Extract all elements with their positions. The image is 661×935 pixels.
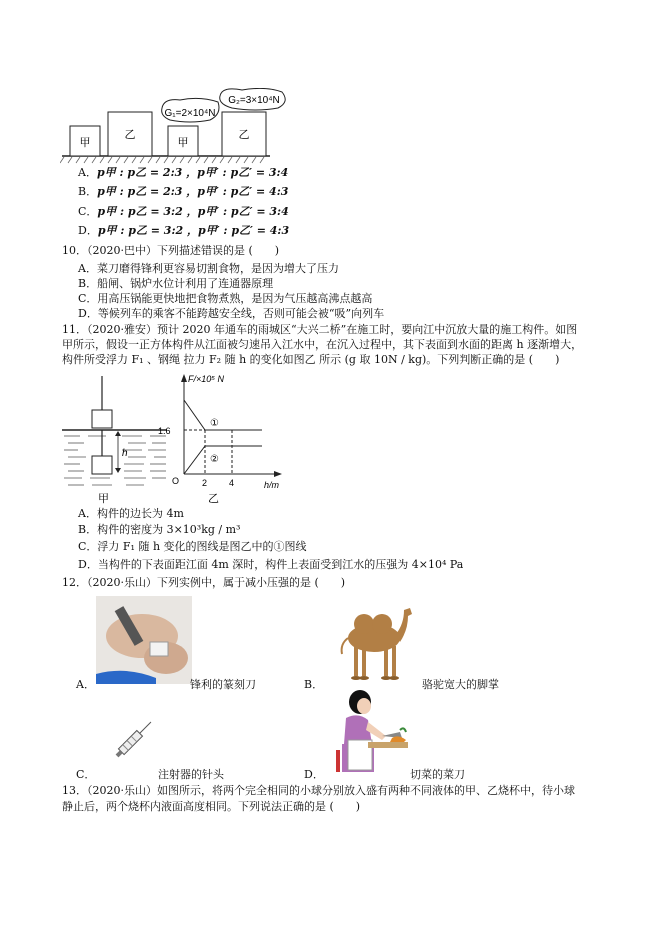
svg-text:G₁=2×10⁴N: G₁=2×10⁴N xyxy=(164,108,216,119)
q12-option-d-letter[interactable]: D． xyxy=(304,768,324,781)
svg-text:乙: 乙 xyxy=(208,493,219,505)
svg-text:F/×10⁵ N: F/×10⁵ N xyxy=(188,374,225,384)
q10-option-b[interactable]: B．船闸、锅炉水位计利用了连通器原理 xyxy=(78,277,274,290)
svg-text:甲: 甲 xyxy=(98,493,109,505)
q11-option-c[interactable]: C．浮力 F₁ 随 h 变化的图线是图乙中的①图线 xyxy=(78,540,307,553)
q12-option-b-letter[interactable]: B． xyxy=(304,678,324,691)
q12-option-c-caption: 注射器的针头 xyxy=(158,768,224,781)
blocks-figure xyxy=(60,88,300,166)
q9-option-b[interactable]: B．p甲 : p乙 = 2:3 ，p甲′ : p乙′ = 4:3 xyxy=(78,185,289,198)
q11-figure-yi-chart xyxy=(150,370,290,506)
svg-text:乙: 乙 xyxy=(238,129,250,141)
q12-option-a-letter[interactable]: A． xyxy=(76,678,95,691)
q12-option-c-letter[interactable]: C． xyxy=(76,768,96,781)
camel-image xyxy=(326,594,420,684)
q13-line1: 13．（2020·乐山）如图所示，将两个完全相同的小球分别放入盛有两种不同液体的甲、乙烧杯中，待小球 xyxy=(62,784,575,797)
q10-option-a[interactable]: A．菜刀磨得锋利更容易切割食物，是因为增大了压力 xyxy=(78,262,339,275)
q12-option-b-caption: 骆驼宽大的脚掌 xyxy=(422,678,499,691)
svg-text:G₂=3×10⁴N: G₂=3×10⁴N xyxy=(228,95,280,106)
q9-option-a[interactable]: A．p甲 : p乙 = 2:3 ，p甲′ : p乙′ = 3:4 xyxy=(78,166,289,179)
q12-stem: 12．（2020·乐山）下列实例中，属于减小压强的是 ( ) xyxy=(62,576,346,589)
svg-text:h: h xyxy=(122,448,128,459)
q11-line1: 11．（2020·雅安）预计 2020 年通车的雨城区“大兴二桥”在施工时，要向江中沉放大量的施工构件。如图 xyxy=(62,323,578,336)
q12-option-d-caption: 切菜的菜刀 xyxy=(410,768,465,781)
svg-text:乙: 乙 xyxy=(124,129,136,141)
q11-line2: 甲所示，假设一正方体构件从江面被匀速吊入江水中，在沉入过程中，其下表面到水面的距离 h 逐渐增大， xyxy=(62,338,583,351)
svg-text:O: O xyxy=(172,476,180,486)
q10-option-c[interactable]: C．用高压锅能更快地把食物煮熟，是因为气压越高沸点越高 xyxy=(78,292,373,305)
svg-text:h/m: h/m xyxy=(264,480,280,490)
q11-option-a[interactable]: A．构件的边长为 4m xyxy=(78,507,184,520)
svg-text:①: ① xyxy=(210,418,219,429)
q9-option-d[interactable]: D．p甲 : p乙 = 3:2 ，p甲′ : p乙′ = 4:3 xyxy=(78,224,290,237)
svg-text:甲: 甲 xyxy=(177,137,189,149)
chopping-person-image xyxy=(328,688,408,774)
q10-stem: 10．（2020·巴中）下列描述错误的是 ( ) xyxy=(62,244,280,257)
syringe-image xyxy=(110,712,158,766)
q10-option-d[interactable]: D．等候列车的乘客不能跨越安全线，否则可能会被“吸”向列车 xyxy=(78,307,385,320)
svg-text:②: ② xyxy=(210,454,219,465)
q9-option-c[interactable]: C．p甲 : p乙 = 3:2 ，p甲′ : p乙′ = 3:4 xyxy=(78,205,289,218)
svg-text:甲: 甲 xyxy=(79,137,91,149)
q11-option-b[interactable]: B．构件的密度为 3×10³kg / m³ xyxy=(78,523,241,536)
svg-text:1.6: 1.6 xyxy=(158,426,171,436)
q11-line-2 xyxy=(184,446,262,474)
q11-line-1 xyxy=(184,400,262,430)
svg-text:2: 2 xyxy=(202,478,208,488)
svg-text:4: 4 xyxy=(229,478,235,488)
q11-option-d[interactable]: D．当构件的下表面距江面 4m 深时，构件上表面受到江水的压强为 4×10⁴ Pa xyxy=(78,558,464,571)
q13-line2: 静止后，两个烧杯内液面高度相同。下列说法正确的是 ( ) xyxy=(62,800,361,813)
q12-option-a-caption: 锋利的篆刻刀 xyxy=(190,678,256,691)
q11-line3: 构件所受浮力 F₁ 、钢绳 拉力 F₂ 随 h 的变化如图乙 所示 (g 取 10N / kg)。下列判断正确的是 ( ) xyxy=(62,353,560,366)
carving-knife-image xyxy=(96,596,192,684)
